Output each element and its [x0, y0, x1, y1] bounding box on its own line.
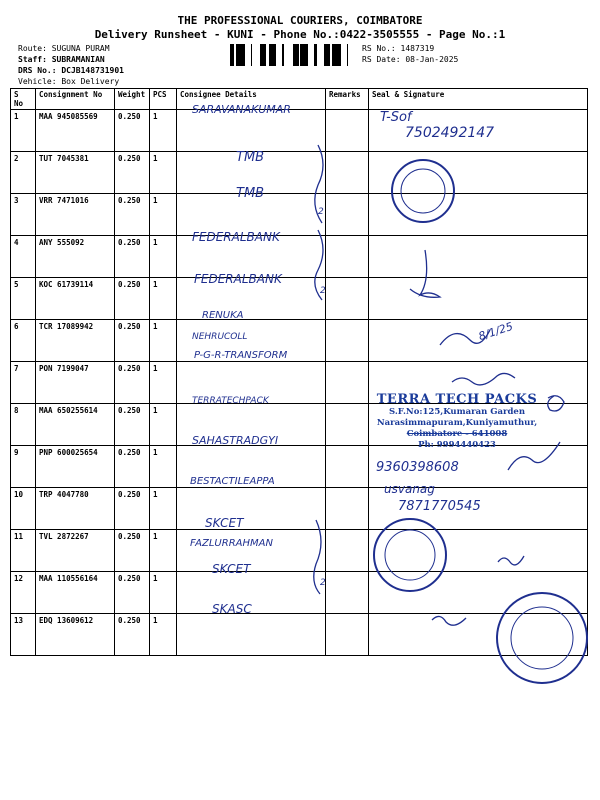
stamp-title: TERRA TECH PACKS — [376, 392, 538, 407]
cell-pcs: 1 — [150, 614, 177, 656]
col-seal-signature: Seal & Signature — [369, 89, 588, 110]
r13-consignee-hw: SKASC — [212, 602, 252, 616]
cell-pcs: 1 — [150, 236, 177, 278]
signature-scribble-icon — [410, 250, 440, 297]
count-note-3: 2 — [320, 578, 326, 588]
cell-consignment-no: TRP 4047780 — [36, 488, 115, 530]
cell-weight: 0.250 — [115, 320, 150, 362]
cell-pcs: 1 — [150, 488, 177, 530]
cell-consignment-no: TUT 7045381 — [36, 152, 115, 194]
cell-consignment-no: KOC 61739114 — [36, 278, 115, 320]
r11-consignee-hw-a: SKCET — [205, 516, 244, 530]
r1-phone-hw: 7502492147 — [405, 125, 495, 141]
cell-weight: 0.250 — [115, 194, 150, 236]
col-pcs: PCS — [150, 89, 177, 110]
cell-sno: 9 — [11, 446, 36, 488]
runsheet-subtitle: Delivery Runsheet - KUNI - Phone No.:0422-3505555 - Page No.:1 — [94, 28, 506, 41]
brace-mark-icon — [315, 230, 323, 300]
cell-pcs: 1 — [150, 194, 177, 236]
cell-sno: 7 — [11, 362, 36, 404]
cell-sno: 6 — [11, 320, 36, 362]
r2-consignee-hw: TMB — [236, 150, 265, 165]
r1-consignee-hw: SARAVANAKUMAR — [192, 103, 291, 116]
cell-weight: 0.250 — [115, 614, 150, 656]
route-label: Route: SUGUNA PURAM — [18, 44, 110, 53]
cell-consignment-no: TVL 2872267 — [36, 530, 115, 572]
brace-mark-icon — [315, 145, 323, 223]
cell-sno: 2 — [11, 152, 36, 194]
col-consignment: Consignment No — [36, 89, 115, 110]
rs-date: RS Date: 08-Jan-2025 — [362, 55, 459, 64]
cell-sno: 1 — [11, 110, 36, 152]
cell-consignment-no: PON 7199047 — [36, 362, 115, 404]
cell-consignment-no: PNP 600025654 — [36, 446, 115, 488]
stamp-line-4: Ph: 9994440423 — [418, 440, 496, 450]
signature-scribble-icon — [508, 442, 560, 470]
r12-consignee-hw: SKCET — [212, 562, 251, 576]
cell-weight: 0.250 — [115, 488, 150, 530]
r10-consignee-hw: BESTACTILEAPPA — [190, 476, 275, 487]
cell-weight: 0.250 — [115, 278, 150, 320]
count-note-2: 2 — [320, 286, 326, 296]
signature-scribble-icon — [440, 330, 490, 345]
cell-pcs: 1 — [150, 530, 177, 572]
cell-pcs: 1 — [150, 152, 177, 194]
cell-weight: 0.250 — [115, 110, 150, 152]
stamp-line-1: S.F.No:125,Kumaran Garden — [389, 407, 525, 417]
count-note-1: 2 — [318, 207, 324, 217]
r7-consignee-hw: P-G-R-TRANSFORM — [194, 350, 288, 361]
r10-signature-hw: usvanag — [384, 482, 435, 496]
r1-signature-hw: T-Sof — [380, 110, 412, 125]
round-seal-inner-icon — [385, 530, 435, 580]
cell-weight: 0.250 — [115, 236, 150, 278]
r5-consignee-hw: FEDERALBANK — [194, 272, 282, 286]
cell-weight: 0.250 — [115, 152, 150, 194]
cell-sno: 4 — [11, 236, 36, 278]
cell-pcs: 1 — [150, 404, 177, 446]
stamp-line-3: Coimbatore - 641008 — [406, 429, 508, 439]
cell-sno: 10 — [11, 488, 36, 530]
r4-consignee-hw: FEDERALBANK — [192, 230, 280, 244]
r8-consignee-hw: TERRATECHPACK — [192, 396, 269, 406]
r10-phone-hw: 7871770545 — [398, 499, 481, 514]
cell-sno: 5 — [11, 278, 36, 320]
signature-scribble-icon — [548, 396, 564, 411]
r3-consignee-hw: TMB — [236, 186, 265, 201]
cell-pcs: 1 — [150, 110, 177, 152]
col-weight: Weight — [115, 89, 150, 110]
r11-consignee-hw-b: FAZLURRAHMAN — [190, 538, 273, 549]
brace-mark-icon — [314, 520, 321, 594]
cell-pcs: 1 — [150, 446, 177, 488]
col-sno: S No — [11, 89, 36, 110]
cell-sno: 12 — [11, 572, 36, 614]
cell-consignment-no: EDQ 13609612 — [36, 614, 115, 656]
col-consignee: Consignee Details — [177, 89, 326, 110]
cell-consignment-no: TCR 17089942 — [36, 320, 115, 362]
cell-consignment-no: MAA 650255614 — [36, 404, 115, 446]
cell-pcs: 1 — [150, 362, 177, 404]
drs-number: DRS No.: DCJB148731901 — [18, 66, 124, 75]
cell-pcs: 1 — [150, 278, 177, 320]
r6-consignee-hw-a: RENUKA — [202, 310, 244, 321]
cell-weight: 0.250 — [115, 362, 150, 404]
signature-scribble-icon — [452, 373, 515, 384]
col-remarks: Remarks — [326, 89, 369, 110]
rs-number: RS No.: 1487319 — [362, 44, 435, 53]
cell-weight: 0.250 — [115, 530, 150, 572]
cell-consignment-no: ANY 555092 — [36, 236, 115, 278]
cell-sno: 13 — [11, 614, 36, 656]
r6-date-hw: 8/1/25 — [476, 319, 515, 344]
cell-sno: 3 — [11, 194, 36, 236]
cell-sno: 8 — [11, 404, 36, 446]
round-seal-inner-icon — [511, 607, 573, 669]
cell-pcs: 1 — [150, 572, 177, 614]
r9-consignee-hw: SAHASTRADGYI — [192, 434, 279, 447]
r6-consignee-hw-b: NEHRUCOLL — [192, 332, 248, 342]
cell-consignment-no: MAA 110556164 — [36, 572, 115, 614]
round-seal-inner-icon — [401, 169, 445, 213]
signature-scribble-icon — [432, 616, 466, 625]
signature-scribble-icon — [498, 556, 524, 565]
cell-weight: 0.250 — [115, 446, 150, 488]
cell-weight: 0.250 — [115, 404, 150, 446]
stamp-line-2: Narasimmapuram,Kuniyamuthur, — [376, 418, 538, 428]
cell-consignment-no: VRR 7471016 — [36, 194, 115, 236]
cell-weight: 0.250 — [115, 572, 150, 614]
cell-pcs: 1 — [150, 320, 177, 362]
runsheet-company-title: THE PROFESSIONAL COURIERS, COIMBATORE — [177, 14, 423, 27]
r9-phone-hw: 9360398608 — [376, 460, 459, 475]
staff-label: Staff: SUBRAMANIAN — [18, 55, 105, 64]
cell-sno: 11 — [11, 530, 36, 572]
cell-consignment-no: MAA 945085569 — [36, 110, 115, 152]
vehicle-label: Vehicle: Box Delivery — [18, 77, 120, 86]
